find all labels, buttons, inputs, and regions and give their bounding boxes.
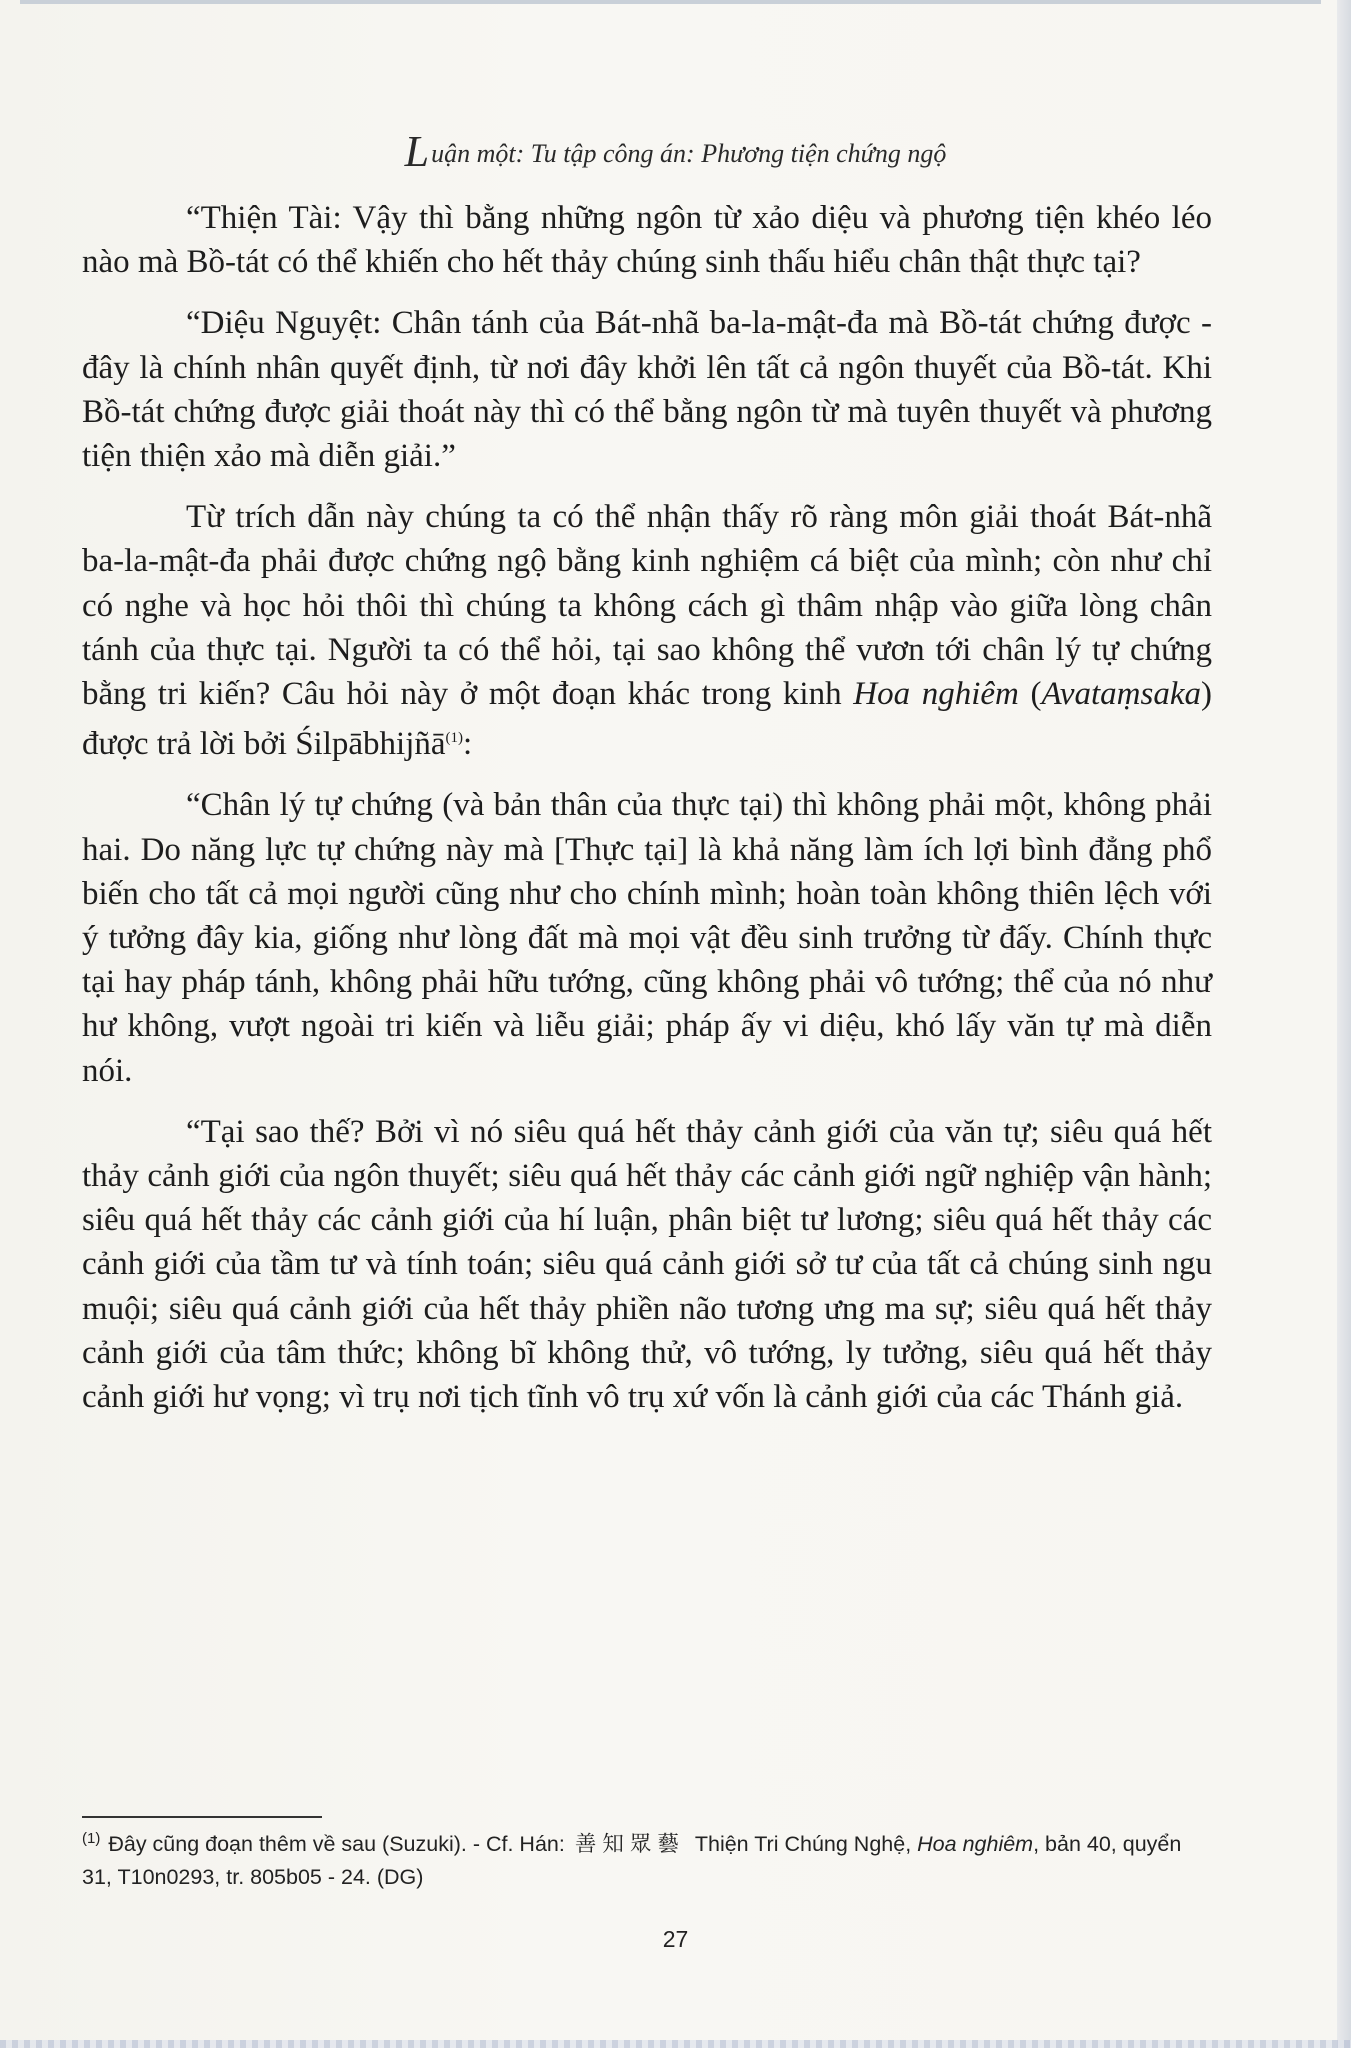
scan-top-edge (20, 0, 1321, 4)
paragraph-2: “Diệu Nguyệt: Chân tánh của Bát-nhã ba-la-mật-đa mà Bồ-tát chứng được - đây là chính nhân quyết định, từ nơi đây khởi lên tất cả ngôn thuyết của Bồ-tát. Khi Bồ-tát chứng được giải thoát này thì có thể bằng ngôn từ mà tuyên thuyết và phương tiện thiện xảo mà diễn giải.” (82, 305, 1212, 475)
paragraph-3-text-end: ) được trả lời bởi Śilpābhijñā (82, 676, 1212, 763)
footnote-title: Hoa nghiêm (917, 1832, 1034, 1857)
body-text (82, 196, 1212, 1419)
footnote-text-end: , bản 40, quyển 31, T10n0293, tr. 805b05 - 24. (DG) (82, 1832, 1182, 1890)
footnote-han-characters: 善知眾藝 (574, 1832, 685, 1858)
paragraph-3-colon: : (463, 726, 473, 763)
paragraph-4: “Chân lý tự chứng (và bản thân của thực tại) thì không phải một, không phải hai. Do năng lực tự chứng này mà [Thực tại] là khả năng làm ích lợi bình đẳng phổ biến cho tất cả mọi người cũng như cho chính mình; hoàn toàn không thiên lệch với ý tưởng đây kia, giống như lòng đất mà mọi vật đều sinh trưởng từ đấy. Chính thực tại hay pháp tánh, không phải hữu tướng, cũng không phải vô tướng; thể của nó như hư không, vượt ngoài tri kiến và liễu giải; pháp ấy vi diệu, khó lấy văn tự mà diễn nói. (82, 787, 1212, 1089)
running-head-text: uận một: Tu tập công án: Phương tiện chứng ngộ (431, 139, 947, 168)
footnote-text-mid: Thiện Tri Chúng Nghệ, (694, 1832, 912, 1857)
scan-right-edge (1337, 0, 1351, 2048)
paragraph-3-paren-open: ( (1018, 676, 1042, 713)
running-head (0, 122, 1351, 176)
title-hoa-nghiem: Hoa nghiêm (853, 676, 1019, 713)
paragraph-3 (82, 495, 1212, 766)
paragraph-1: “Thiện Tài: Vậy thì bằng những ngôn từ xảo diệu và phương tiện khéo léo nào mà Bồ-tát có thể khiến cho hết thảy chúng sinh thấu hiểu chân thật thực tại? (82, 200, 1212, 281)
running-head-initial: L (404, 127, 430, 176)
footnote-text: Đây cũng đoạn thêm về sau (Suzuki). - Cf. Hán: (108, 1832, 565, 1857)
page-number: 27 (662, 1926, 689, 1952)
paragraph-5: “Tại sao thế? Bởi vì nó siêu quá hết thảy cảnh giới của văn tự; siêu quá hết thảy cảnh giới của ngôn thuyết; siêu quá hết thảy các cảnh giới ngữ nghiệp vận hành; siêu quá hết thảy các cảnh giới của hí luận, phân biệt tư lương; siêu quá hết thảy các cảnh giới của tầm tư và tính toán; siêu quá cảnh giới sở tư của tất cả chúng sinh ngu muội; siêu quá cảnh giới của hết thảy phiền não tương ưng ma sự; siêu quá hết thảy cảnh giới của tâm thức; không bĩ không thử, vô tướng, ly tưởng, siêu quá hết thảy cảnh giới hư vọng; vì trụ nơi tịch tĩnh vô trụ xứ vốn là cảnh giới của các Thánh giả. (82, 1113, 1212, 1416)
footnote-divider (82, 1816, 322, 1818)
paragraph-3-text: Từ trích dẫn này chúng ta có thể nhận thấy rõ ràng môn giải thoát Bát-nhã ba-la-mật-đa phải được chứng ngộ bằng kinh nghiệm cá biệt của mình; còn như chỉ có nghe và học hỏi thôi thì chúng ta không cách gì thâm nhập vào giữa lòng chân tánh của thực tại. Người ta có thể hỏi, tại sao không thể vươn tới chân lý tự chứng bằng tri kiến? Câu hỏi này ở một đoạn khác trong kinh (82, 499, 1212, 713)
scan-bottom-edge (0, 2040, 1351, 2048)
footnote (82, 1822, 1212, 1894)
footnote-reference[interactable]: (1) (445, 730, 464, 747)
footnote-mark: (1) (82, 1830, 101, 1847)
title-avatamsaka: Avataṃsaka (1041, 676, 1201, 713)
